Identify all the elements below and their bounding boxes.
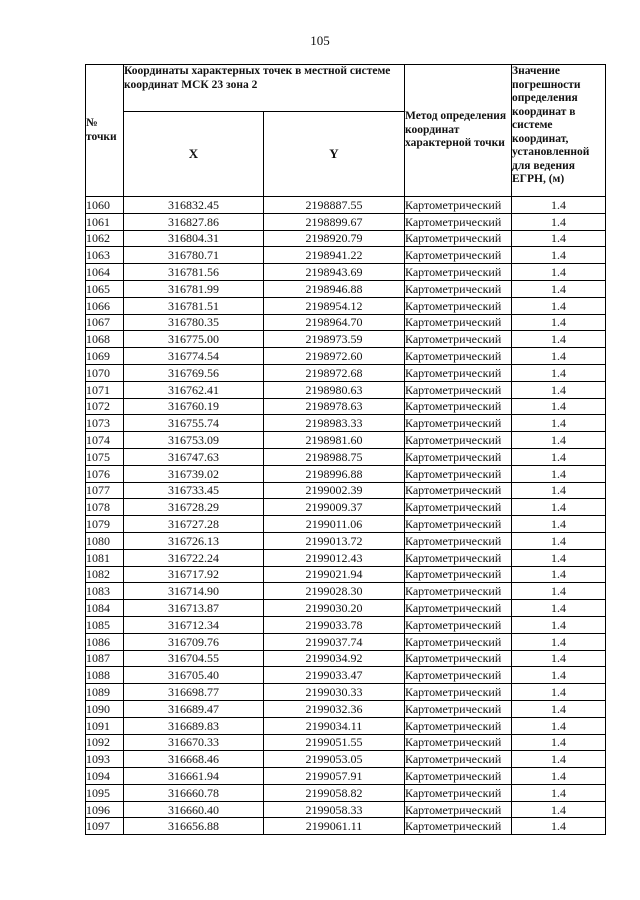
- cell-x: 316660.40: [124, 801, 264, 818]
- cell-y: 2199011.06: [264, 516, 405, 533]
- cell-method: Картометрический: [405, 465, 512, 482]
- table-row: [86, 583, 606, 600]
- cell-method: Картометрический: [405, 532, 512, 549]
- cell-y: 2199034.92: [264, 650, 405, 667]
- cell-method: Картометрический: [405, 549, 512, 566]
- cell-accuracy: 1.4: [512, 314, 606, 331]
- table-row: [86, 516, 606, 533]
- cell-accuracy: 1.4: [512, 482, 606, 499]
- cell-method: Картометрический: [405, 381, 512, 398]
- cell-point-number: 1075: [86, 448, 124, 465]
- cell-y: 2199037.74: [264, 633, 405, 650]
- cell-y: 2198988.75: [264, 448, 405, 465]
- cell-x: 316717.92: [124, 566, 264, 583]
- cell-point-number: 1061: [86, 213, 124, 230]
- table-row: [86, 566, 606, 583]
- table-row: [86, 314, 606, 331]
- cell-method: Картометрический: [405, 348, 512, 365]
- cell-method: Картометрический: [405, 818, 512, 835]
- cell-method: Картометрический: [405, 331, 512, 348]
- cell-y: 2198943.69: [264, 264, 405, 281]
- table-row: [86, 818, 606, 835]
- cell-point-number: 1095: [86, 784, 124, 801]
- cell-y: 2199012.43: [264, 549, 405, 566]
- cell-accuracy: 1.4: [512, 197, 606, 214]
- cell-x: 316727.28: [124, 516, 264, 533]
- cell-accuracy: 1.4: [512, 532, 606, 549]
- cell-accuracy: 1.4: [512, 768, 606, 785]
- cell-point-number: 1086: [86, 633, 124, 650]
- cell-accuracy: 1.4: [512, 600, 606, 617]
- cell-accuracy: 1.4: [512, 432, 606, 449]
- cell-x: 316705.40: [124, 667, 264, 684]
- cell-y: 2199033.47: [264, 667, 405, 684]
- cell-x: 316709.76: [124, 633, 264, 650]
- cell-accuracy: 1.4: [512, 633, 606, 650]
- cell-y: 2198941.22: [264, 247, 405, 264]
- cell-y: 2198981.60: [264, 432, 405, 449]
- table-row: [86, 465, 606, 482]
- cell-x: 316704.55: [124, 650, 264, 667]
- cell-point-number: 1080: [86, 532, 124, 549]
- cell-point-number: 1079: [86, 516, 124, 533]
- cell-method: Картометрический: [405, 230, 512, 247]
- cell-accuracy: 1.4: [512, 398, 606, 415]
- cell-x: 316832.45: [124, 197, 264, 214]
- cell-method: Картометрический: [405, 768, 512, 785]
- cell-y: 2198983.33: [264, 415, 405, 432]
- cell-x: 316781.51: [124, 297, 264, 314]
- cell-method: Картометрический: [405, 499, 512, 516]
- table-row: [86, 768, 606, 785]
- cell-method: Картометрический: [405, 264, 512, 281]
- table-row: [86, 532, 606, 549]
- cell-point-number: 1097: [86, 818, 124, 835]
- table-row: [86, 230, 606, 247]
- cell-accuracy: 1.4: [512, 465, 606, 482]
- cell-point-number: 1092: [86, 734, 124, 751]
- cell-accuracy: 1.4: [512, 415, 606, 432]
- cell-point-number: 1074: [86, 432, 124, 449]
- cell-y: 2199021.94: [264, 566, 405, 583]
- cell-accuracy: 1.4: [512, 751, 606, 768]
- cell-accuracy: 1.4: [512, 583, 606, 600]
- cell-accuracy: 1.4: [512, 331, 606, 348]
- cell-accuracy: 1.4: [512, 230, 606, 247]
- cell-accuracy: 1.4: [512, 566, 606, 583]
- cell-accuracy: 1.4: [512, 616, 606, 633]
- cell-x: 316739.02: [124, 465, 264, 482]
- cell-point-number: 1076: [86, 465, 124, 482]
- cell-accuracy: 1.4: [512, 784, 606, 801]
- cell-accuracy: 1.4: [512, 734, 606, 751]
- cell-accuracy: 1.4: [512, 684, 606, 701]
- header-method: Метод определения координат характерной точки: [405, 65, 512, 197]
- cell-accuracy: 1.4: [512, 448, 606, 465]
- cell-y: 2198996.88: [264, 465, 405, 482]
- cell-y: 2198954.12: [264, 297, 405, 314]
- table-row: [86, 213, 606, 230]
- cell-point-number: 1069: [86, 348, 124, 365]
- header-y: Y: [264, 112, 405, 197]
- cell-y: 2199058.33: [264, 801, 405, 818]
- cell-accuracy: 1.4: [512, 280, 606, 297]
- header-x: X: [124, 112, 264, 197]
- cell-x: 316714.90: [124, 583, 264, 600]
- cell-y: 2199034.11: [264, 717, 405, 734]
- cell-x: 316774.54: [124, 348, 264, 365]
- cell-method: Картометрический: [405, 448, 512, 465]
- cell-y: 2199030.33: [264, 684, 405, 701]
- table-row: [86, 381, 606, 398]
- table-row: [86, 667, 606, 684]
- cell-method: Картометрический: [405, 247, 512, 264]
- cell-accuracy: 1.4: [512, 818, 606, 835]
- cell-y: 2198972.68: [264, 364, 405, 381]
- table-row: [86, 616, 606, 633]
- cell-x: 316747.63: [124, 448, 264, 465]
- table-row: [86, 432, 606, 449]
- cell-method: Картометрический: [405, 600, 512, 617]
- cell-x: 316670.33: [124, 734, 264, 751]
- cell-accuracy: 1.4: [512, 297, 606, 314]
- cell-y: 2199051.55: [264, 734, 405, 751]
- cell-point-number: 1091: [86, 717, 124, 734]
- table-row: [86, 247, 606, 264]
- cell-point-number: 1070: [86, 364, 124, 381]
- cell-y: 2199032.36: [264, 700, 405, 717]
- cell-accuracy: 1.4: [512, 264, 606, 281]
- cell-x: 316712.34: [124, 616, 264, 633]
- cell-y: 2199058.82: [264, 784, 405, 801]
- table-row: [86, 331, 606, 348]
- cell-x: 316733.45: [124, 482, 264, 499]
- cell-method: Картометрический: [405, 700, 512, 717]
- cell-y: 2198972.60: [264, 348, 405, 365]
- cell-accuracy: 1.4: [512, 348, 606, 365]
- cell-x: 316661.94: [124, 768, 264, 785]
- header-coordinates-group: Координаты характерных точек в местной системе координат МСК 23 зона 2: [124, 65, 405, 112]
- cell-point-number: 1067: [86, 314, 124, 331]
- cell-point-number: 1090: [86, 700, 124, 717]
- cell-y: 2198973.59: [264, 331, 405, 348]
- cell-x: 316760.19: [124, 398, 264, 415]
- cell-x: 316769.56: [124, 364, 264, 381]
- cell-x: 316728.29: [124, 499, 264, 516]
- cell-y: 2199033.78: [264, 616, 405, 633]
- table-row: [86, 734, 606, 751]
- cell-point-number: 1094: [86, 768, 124, 785]
- cell-method: Картометрический: [405, 297, 512, 314]
- cell-accuracy: 1.4: [512, 650, 606, 667]
- cell-y: 2199061.11: [264, 818, 405, 835]
- cell-method: Картометрический: [405, 717, 512, 734]
- cell-method: Картометрический: [405, 566, 512, 583]
- table-row: [86, 398, 606, 415]
- cell-x: 316804.31: [124, 230, 264, 247]
- header-row: [86, 65, 606, 112]
- cell-y: 2198920.79: [264, 230, 405, 247]
- table-row: [86, 499, 606, 516]
- table-row: [86, 297, 606, 314]
- table-row: [86, 600, 606, 617]
- cell-y: 2198964.70: [264, 314, 405, 331]
- cell-point-number: 1071: [86, 381, 124, 398]
- cell-point-number: 1093: [86, 751, 124, 768]
- cell-point-number: 1068: [86, 331, 124, 348]
- cell-point-number: 1072: [86, 398, 124, 415]
- cell-method: Картометрический: [405, 364, 512, 381]
- table-row: [86, 197, 606, 214]
- cell-y: 2199028.30: [264, 583, 405, 600]
- cell-x: 316668.46: [124, 751, 264, 768]
- cell-point-number: 1088: [86, 667, 124, 684]
- cell-point-number: 1087: [86, 650, 124, 667]
- cell-accuracy: 1.4: [512, 801, 606, 818]
- cell-method: Картометрический: [405, 415, 512, 432]
- coordinates-table: [85, 64, 606, 835]
- page-number: 105: [310, 33, 330, 48]
- cell-accuracy: 1.4: [512, 717, 606, 734]
- cell-x: 316656.88: [124, 818, 264, 835]
- cell-y: 2199013.72: [264, 532, 405, 549]
- cell-method: Картометрический: [405, 801, 512, 818]
- cell-point-number: 1073: [86, 415, 124, 432]
- cell-y: 2199030.20: [264, 600, 405, 617]
- cell-method: Картометрический: [405, 398, 512, 415]
- cell-x: 316775.00: [124, 331, 264, 348]
- cell-point-number: 1081: [86, 549, 124, 566]
- cell-accuracy: 1.4: [512, 364, 606, 381]
- cell-method: Картометрический: [405, 633, 512, 650]
- cell-x: 316713.87: [124, 600, 264, 617]
- table-row: [86, 264, 606, 281]
- cell-method: Картометрический: [405, 784, 512, 801]
- table-body: [86, 197, 606, 835]
- header-point-number: № точки: [86, 65, 124, 197]
- cell-point-number: 1064: [86, 264, 124, 281]
- table-row: [86, 549, 606, 566]
- cell-x: 316689.83: [124, 717, 264, 734]
- cell-point-number: 1089: [86, 684, 124, 701]
- table-row: [86, 784, 606, 801]
- cell-accuracy: 1.4: [512, 667, 606, 684]
- table-row: [86, 700, 606, 717]
- cell-point-number: 1066: [86, 297, 124, 314]
- cell-point-number: 1062: [86, 230, 124, 247]
- table-row: [86, 448, 606, 465]
- cell-y: 2198899.67: [264, 213, 405, 230]
- table-row: [86, 633, 606, 650]
- cell-point-number: 1063: [86, 247, 124, 264]
- cell-method: Картометрический: [405, 197, 512, 214]
- cell-point-number: 1077: [86, 482, 124, 499]
- cell-x: 316762.41: [124, 381, 264, 398]
- cell-y: 2198980.63: [264, 381, 405, 398]
- cell-x: 316755.74: [124, 415, 264, 432]
- cell-x: 316781.56: [124, 264, 264, 281]
- cell-point-number: 1083: [86, 583, 124, 600]
- cell-x: 316660.78: [124, 784, 264, 801]
- cell-method: Картометрический: [405, 616, 512, 633]
- cell-accuracy: 1.4: [512, 247, 606, 264]
- cell-x: 316781.99: [124, 280, 264, 297]
- table-row: [86, 650, 606, 667]
- cell-method: Картометрический: [405, 667, 512, 684]
- cell-x: 316827.86: [124, 213, 264, 230]
- table-row: [86, 364, 606, 381]
- cell-point-number: 1085: [86, 616, 124, 633]
- cell-y: 2198946.88: [264, 280, 405, 297]
- header-accuracy: Значение погрешности определения координат в системе координат, установленной для ведения ЕГРН, (м): [512, 65, 606, 197]
- cell-method: Картометрический: [405, 482, 512, 499]
- cell-accuracy: 1.4: [512, 499, 606, 516]
- cell-method: Картометрический: [405, 314, 512, 331]
- table-row: [86, 717, 606, 734]
- table-row: [86, 280, 606, 297]
- table-row: [86, 348, 606, 365]
- cell-accuracy: 1.4: [512, 516, 606, 533]
- cell-method: Картометрический: [405, 280, 512, 297]
- cell-method: Картометрический: [405, 516, 512, 533]
- table-row: [86, 801, 606, 818]
- cell-accuracy: 1.4: [512, 213, 606, 230]
- cell-point-number: 1084: [86, 600, 124, 617]
- cell-method: Картометрический: [405, 650, 512, 667]
- cell-accuracy: 1.4: [512, 549, 606, 566]
- cell-point-number: 1065: [86, 280, 124, 297]
- cell-y: 2199053.05: [264, 751, 405, 768]
- cell-method: Картометрический: [405, 734, 512, 751]
- cell-x: 316780.71: [124, 247, 264, 264]
- cell-accuracy: 1.4: [512, 700, 606, 717]
- cell-point-number: 1060: [86, 197, 124, 214]
- cell-y: 2198887.55: [264, 197, 405, 214]
- cell-x: 316780.35: [124, 314, 264, 331]
- cell-accuracy: 1.4: [512, 381, 606, 398]
- cell-method: Картометрический: [405, 751, 512, 768]
- cell-point-number: 1082: [86, 566, 124, 583]
- table-row: [86, 684, 606, 701]
- cell-method: Картометрический: [405, 432, 512, 449]
- cell-x: 316689.47: [124, 700, 264, 717]
- cell-x: 316753.09: [124, 432, 264, 449]
- cell-x: 316698.77: [124, 684, 264, 701]
- cell-method: Картометрический: [405, 684, 512, 701]
- cell-y: 2199002.39: [264, 482, 405, 499]
- cell-y: 2198978.63: [264, 398, 405, 415]
- cell-x: 316722.24: [124, 549, 264, 566]
- cell-x: 316726.13: [124, 532, 264, 549]
- cell-point-number: 1096: [86, 801, 124, 818]
- table-row: [86, 751, 606, 768]
- table-row: [86, 482, 606, 499]
- table-row: [86, 415, 606, 432]
- cell-method: Картометрический: [405, 583, 512, 600]
- cell-y: 2199057.91: [264, 768, 405, 785]
- cell-point-number: 1078: [86, 499, 124, 516]
- cell-method: Картометрический: [405, 213, 512, 230]
- cell-y: 2199009.37: [264, 499, 405, 516]
